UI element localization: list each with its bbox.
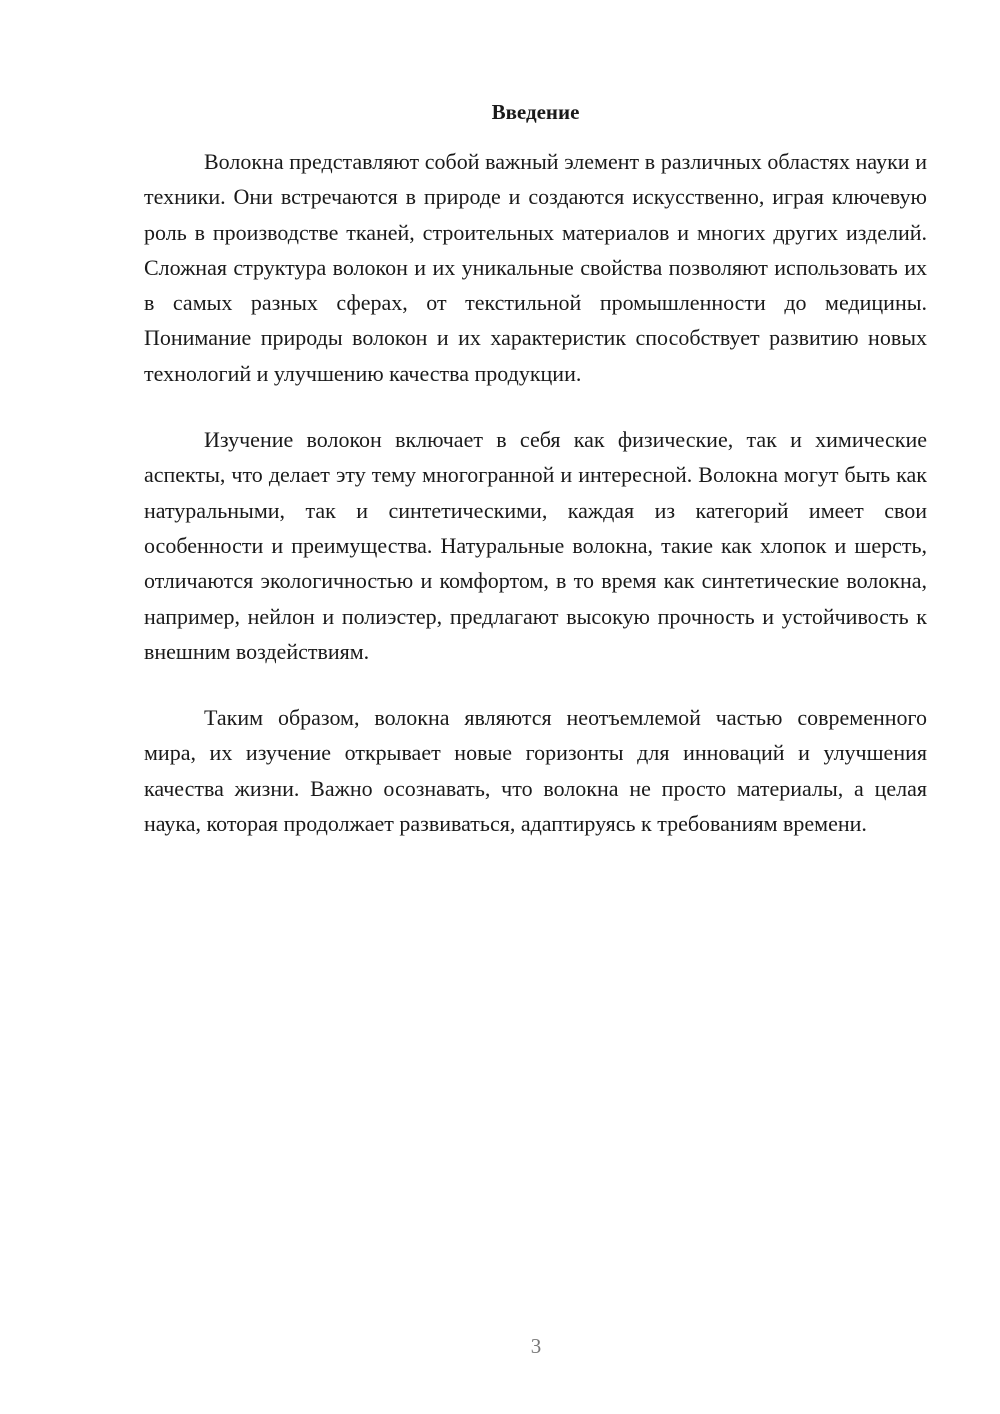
section-heading: Введение [491, 100, 580, 124]
page-number: 3 [530, 1334, 542, 1358]
paragraph-2: Изучение волокон включает в себя как физические, так и химические аспекты, что делает эту тему многогранной и интересной. Волокна могут быть как натуральными, так и синтетическими, каждая из категорий имеет свои особенности и преимущества. Натуральные волокна, такие как хлопок и шерсть, отличаются экологичностью и комфортом, в то время как синтетические волокна, например, нейлон и полиэстер, предлагают высокую прочность и устойчивость к внешним воздействиям. [144, 427, 927, 664]
paragraph-3: Таким образом, волокна являются неотъемлемой частью современного мира, их изучение открывает новые горизонты для инноваций и улучшения качества жизни. Важно осознавать, что волокна не просто материалы, а целая наука, которая продолжает развиваться, адаптируясь к требованиям времени. [144, 705, 927, 837]
paragraph-1: Волокна представляют собой важный элемент в различных областях науки и техники. Они встречаются в природе и создаются искусственно, играя ключевую роль в производстве тканей, строительных материалов и многих других изделий. Сложная структура волокон и их уникальные свойства позволяют использовать их в самых разных сферах, от текстильной промышленности до медицины. Понимание природы волокон и их характеристик способствует развитию новых технологий и улучшению качества продукции. [144, 149, 927, 386]
page-content [144, 98, 927, 872]
